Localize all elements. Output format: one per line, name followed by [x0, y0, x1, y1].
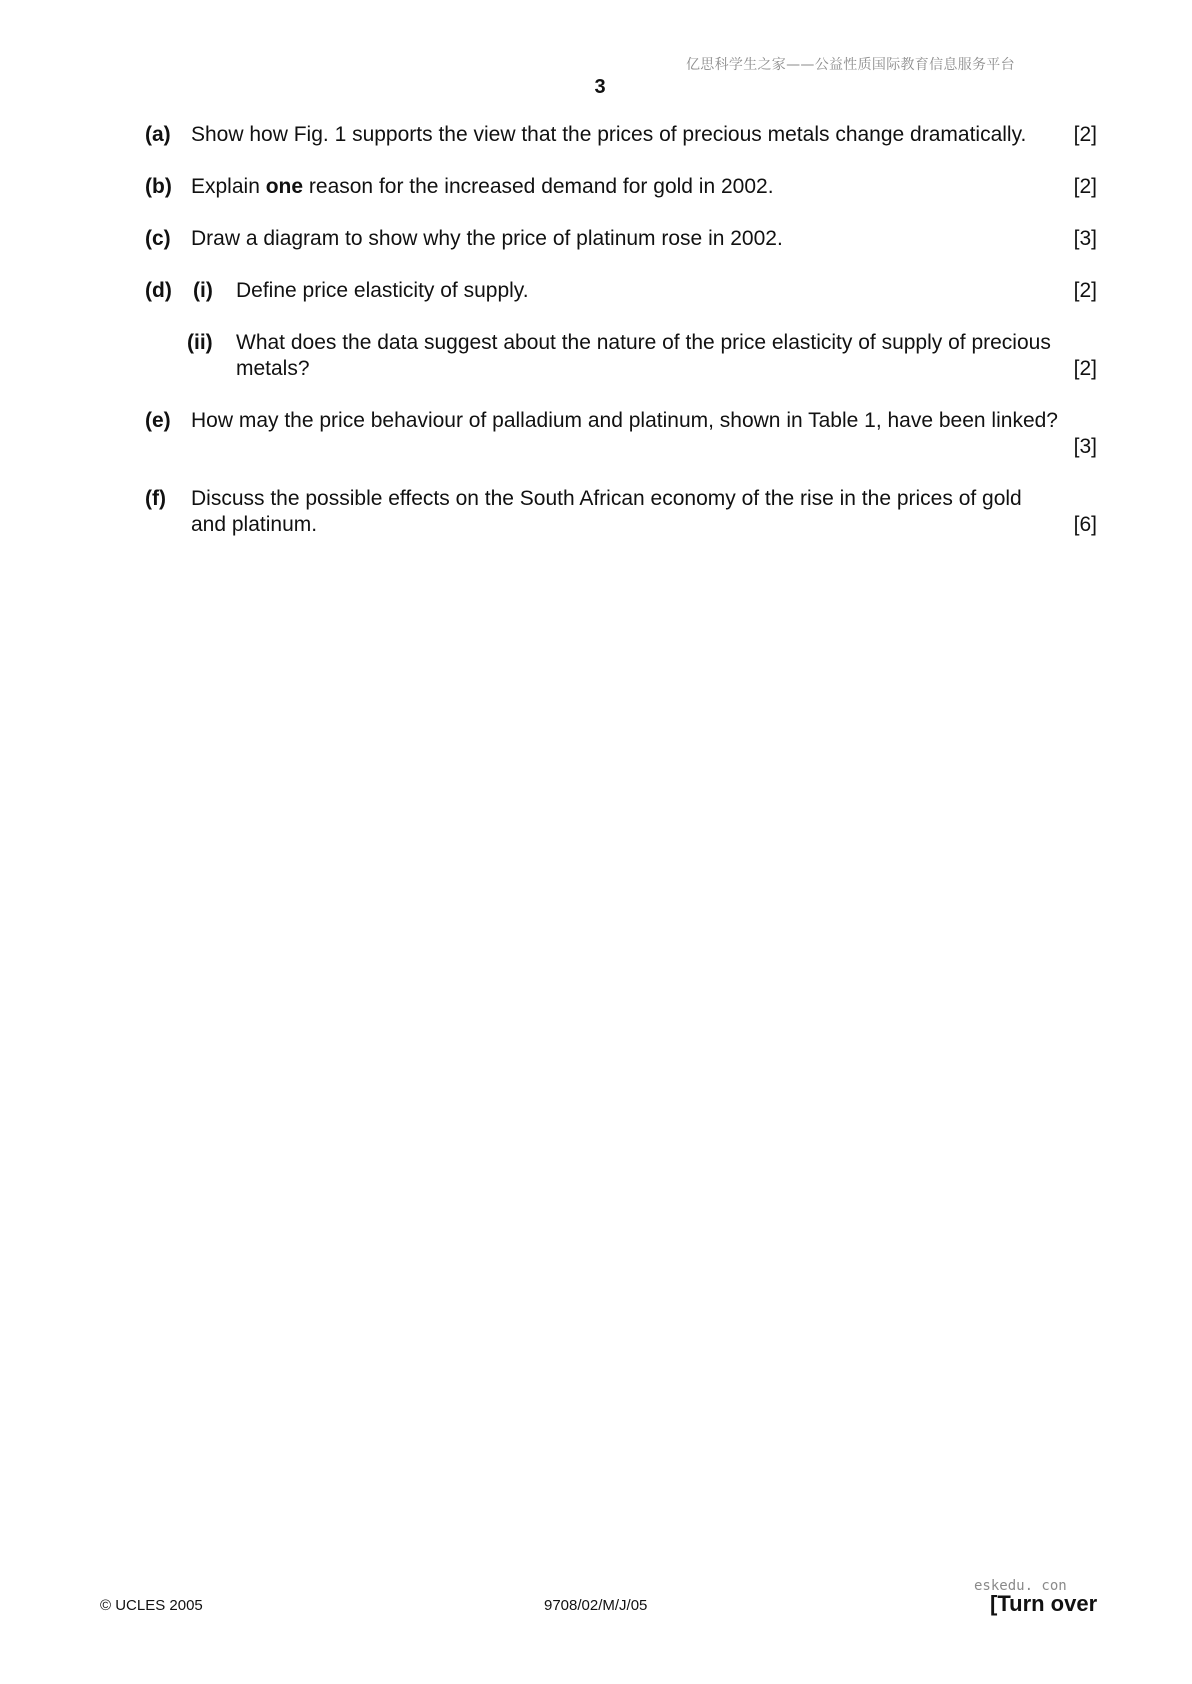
question-d-ii-line1: What does the data suggest about the nature of the price elasticity of supply of precious — [236, 331, 1051, 354]
question-d-i — [145, 278, 1097, 306]
question-e-marks: [3] — [1073, 435, 1097, 458]
question-c-text: Draw a diagram to show why the price of platinum rose in 2002. — [191, 227, 783, 250]
header-watermark: 亿思科学生之家——公益性质国际教育信息服务平台 — [686, 57, 1015, 73]
question-c — [145, 226, 1097, 254]
question-e-label: (e) — [145, 409, 171, 432]
question-f-line2: and platinum. — [191, 513, 318, 536]
page-number: 3 — [594, 76, 606, 98]
question-f-marks: [6] — [1073, 513, 1097, 536]
footer-copyright: © UCLES 2005 — [100, 1597, 203, 1614]
question-d-ii — [145, 330, 1097, 384]
footer-watermark: eskedu. con — [974, 1578, 1067, 1594]
footer-turn-over: [Turn over — [990, 1591, 1098, 1616]
question-d-i-marks: [2] — [1073, 279, 1097, 302]
question-d-label: (d) — [145, 279, 172, 302]
question-a — [145, 122, 1097, 150]
question-a-text: Show how Fig. 1 supports the view that the prices of precious metals change dramatically. — [191, 123, 1027, 146]
question-d-ii-line2: metals? — [236, 357, 310, 380]
question-b-text-after: reason for the increased demand for gold in 2002. — [303, 175, 774, 198]
question-b-label: (b) — [145, 175, 172, 198]
question-d-i-label: (i) — [193, 279, 213, 302]
footer-paper-code: 9708/02/M/J/05 — [544, 1597, 648, 1614]
question-b — [145, 174, 1097, 202]
question-f-label: (f) — [145, 487, 166, 510]
question-e-text: How may the price behaviour of palladium and platinum, shown in Table 1, have been linked? — [191, 409, 1058, 432]
question-a-marks: [2] — [1073, 123, 1097, 146]
question-f-line1: Discuss the possible effects on the South African economy of the rise in the prices of gold — [191, 487, 1022, 510]
question-a-label: (a) — [145, 123, 171, 146]
question-c-marks: [3] — [1073, 227, 1097, 250]
question-b-text-before: Explain — [191, 175, 266, 198]
question-c-label: (c) — [145, 227, 171, 250]
question-b-text — [191, 174, 774, 200]
question-f — [145, 486, 1097, 540]
question-d-ii-marks: [2] — [1073, 357, 1097, 380]
question-d-ii-label: (ii) — [187, 331, 213, 354]
question-b-text-bold: one — [265, 175, 304, 198]
question-b-marks: [2] — [1073, 175, 1097, 198]
question-d-i-text: Define price elasticity of supply. — [236, 279, 529, 302]
question-e — [145, 408, 1097, 462]
